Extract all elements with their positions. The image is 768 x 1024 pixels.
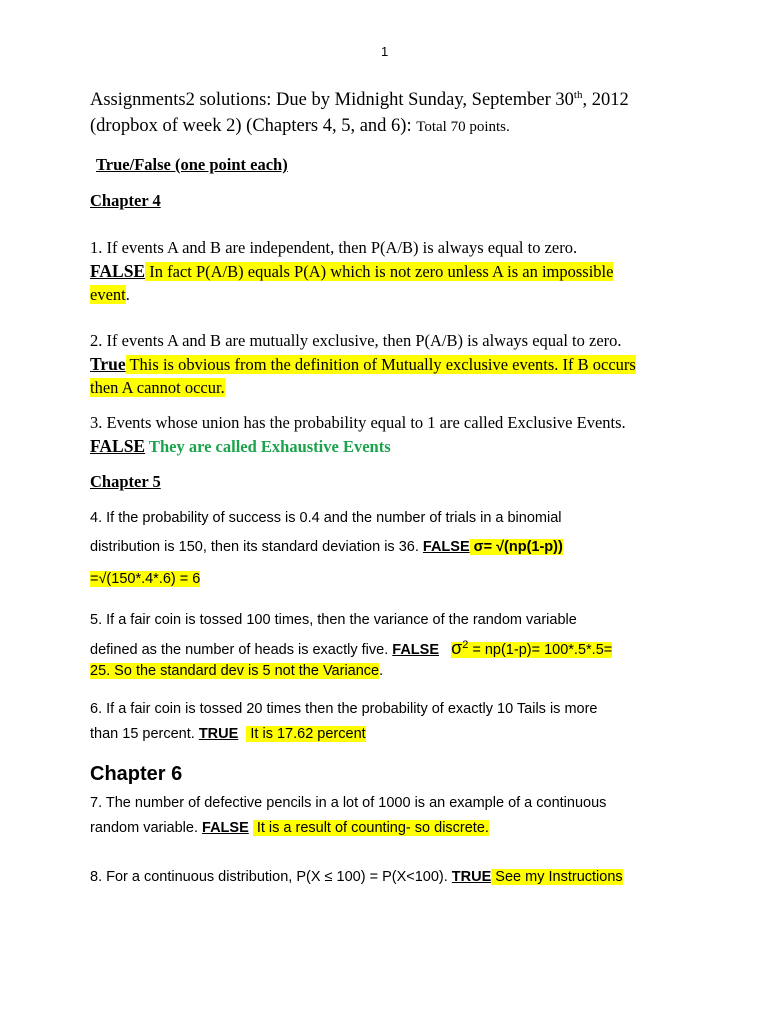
q6-line1: 6. If a fair coin is tossed 20 times then the probability of exactly 10 Tails is more bbox=[90, 701, 598, 717]
q1-question: 1. If events A and B are independent, then P(A/B) is always equal to zero. bbox=[90, 238, 578, 257]
q4-line1: 4. If the probability of success is 0.4 and the number of trials in a binomial bbox=[90, 510, 562, 526]
chapter-4-heading: Chapter 4 bbox=[90, 191, 161, 210]
q7-line2: random variable. FALSE It is a result of counting- so discrete. bbox=[90, 820, 489, 836]
q4-verdict: FALSE bbox=[422, 539, 470, 555]
q3-answer: FALSE They are called Exhaustive Events bbox=[90, 436, 391, 456]
q4-line2: distribution is 150, then its standard deviation is 36. FALSE σ= √(np(1-p)) bbox=[90, 539, 563, 555]
document-title: Assignments2 solutions: Due by Midnight Sunday, September 30th, 2012 bbox=[90, 88, 629, 110]
q2-answer-cont: then A cannot occur. bbox=[90, 378, 225, 397]
q1-answer-cont: event. bbox=[90, 285, 130, 304]
q3-verdict: FALSE bbox=[90, 436, 146, 456]
q5-verdict: FALSE bbox=[392, 642, 439, 658]
chapter-5-heading: Chapter 5 bbox=[90, 472, 161, 491]
page-number: 1 bbox=[381, 44, 389, 59]
q7-verdict: FALSE bbox=[202, 820, 249, 836]
q8-verdict: TRUE bbox=[451, 869, 492, 885]
q6-verdict: TRUE bbox=[198, 726, 239, 742]
q6-line2: than 15 percent. TRUE It is 17.62 percent bbox=[90, 726, 366, 742]
q1-verdict: FALSE bbox=[90, 261, 146, 281]
q8-line: 8. For a continuous distribution, P(X ≤ 100) = P(X<100). TRUE See my Instructions bbox=[90, 869, 623, 885]
q7-line1: 7. The number of defective pencils in a lot of 1000 is an example of a continuous bbox=[90, 795, 607, 811]
q4-formula: =√(150*.4*.6) = 6 bbox=[90, 571, 201, 587]
section-heading: True/False (one point each) bbox=[96, 155, 288, 174]
chapter-6-heading: Chapter 6 bbox=[90, 763, 183, 785]
q1-answer: FALSE In fact P(A/B) equals P(A) which is not zero unless A is an impossible bbox=[90, 261, 614, 281]
q2-question: 2. If events A and B are mutually exclusive, then P(A/B) is always equal to zero. bbox=[90, 331, 622, 350]
document-subtitle: (dropbox of week 2) (Chapters 4, 5, and 6): Total 70 points. bbox=[90, 116, 510, 136]
q5-line3: 25. So the standard dev is 5 not the Variance. bbox=[90, 663, 384, 679]
q5-line2: defined as the number of heads is exactly five. FALSE $\sigma^2 = np(1-p)= 100*.5*.5=$ bbox=[90, 638, 613, 658]
q2-verdict: True bbox=[90, 354, 126, 374]
q5-line1: 5. If a fair coin is tossed 100 times, then the variance of the random variable bbox=[90, 612, 577, 628]
q3-question: 3. Events whose union has the probability equal to 1 are called Exclusive Events. bbox=[90, 413, 626, 432]
q2-answer: True This is obvious from the definition of Mutually exclusive events. If B occurs bbox=[90, 354, 636, 374]
